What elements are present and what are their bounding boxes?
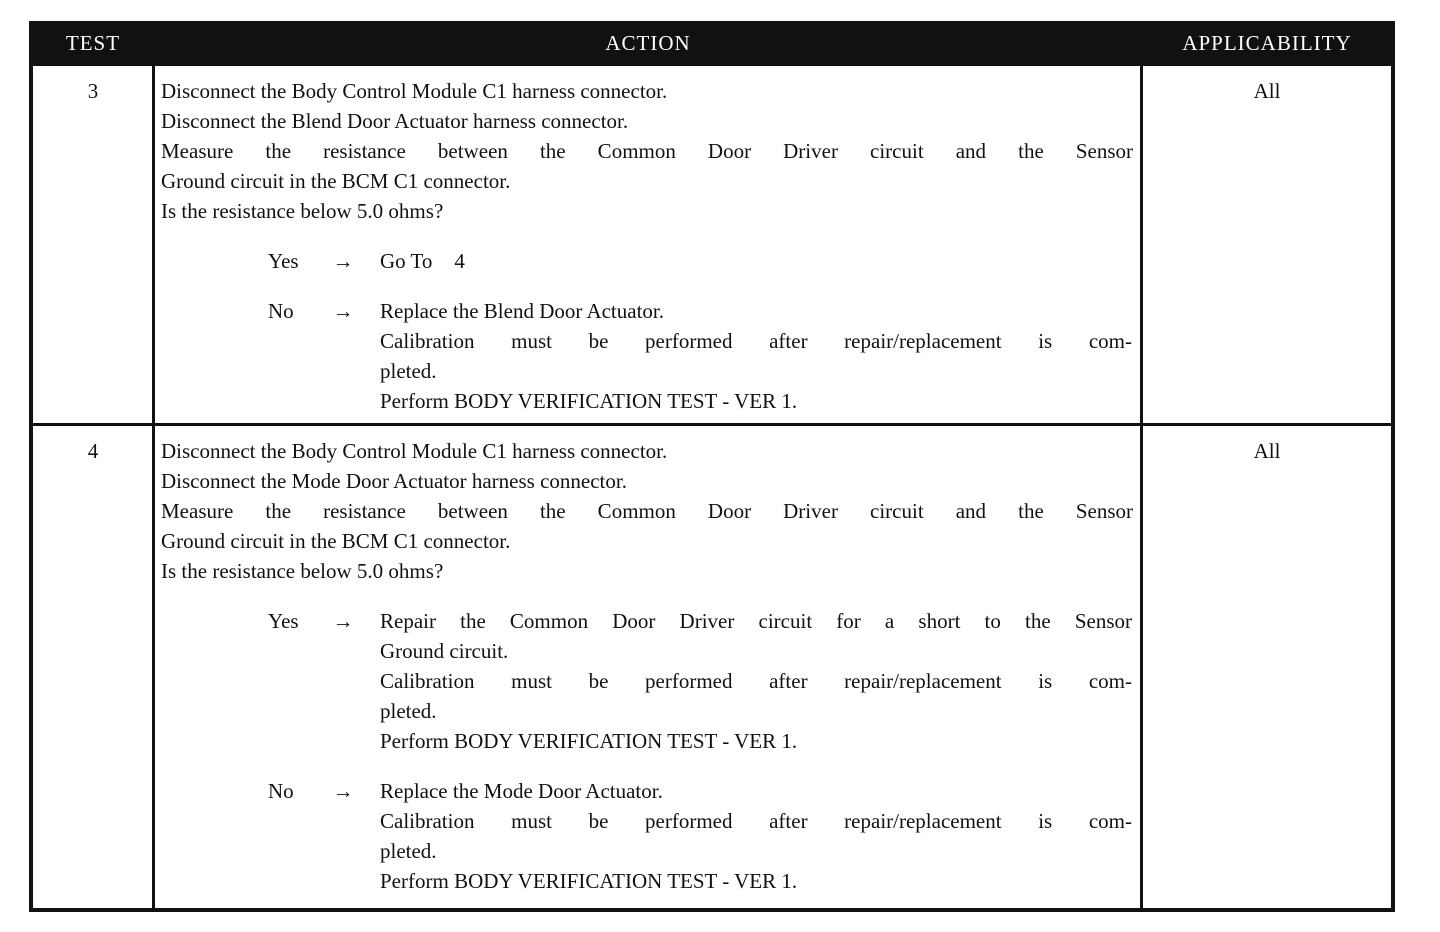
outcome-label: No bbox=[268, 299, 294, 323]
outcome-line: Calibration must be performed after repair/replacement is com- bbox=[380, 329, 1132, 353]
arrow-icon: → bbox=[332, 609, 354, 633]
arrow-icon: → bbox=[332, 299, 354, 323]
action-step: Measure the resistance between the Common Door Driver circuit and the Sensor bbox=[161, 499, 1133, 523]
outcome-line: Replace the Mode Door Actuator. bbox=[380, 779, 663, 803]
outcome-line: Calibration must be performed after repair/replacement is com- bbox=[380, 669, 1132, 693]
action-step: Ground circuit in the BCM C1 connector. bbox=[161, 169, 511, 193]
outcome-body bbox=[380, 606, 1132, 756]
arrow-icon: → bbox=[332, 779, 354, 803]
table-header bbox=[33, 23, 1391, 63]
outcome-line: Calibration must be performed after repair/replacement is com- bbox=[380, 809, 1132, 833]
outcome-label: No bbox=[268, 779, 294, 803]
action-cell bbox=[161, 76, 1133, 416]
action-step: Disconnect the Body Control Module C1 harness connector. bbox=[161, 439, 668, 463]
header-test: TEST bbox=[65, 31, 121, 55]
outcome-yes bbox=[268, 606, 1133, 756]
outcome-body bbox=[380, 776, 1132, 896]
header-applicability: APPLICABILITY bbox=[1182, 31, 1352, 55]
goto-text: Go To bbox=[380, 249, 433, 273]
table-row bbox=[33, 66, 1391, 423]
action-question: Is the resistance below 5.0 ohms? bbox=[161, 559, 444, 583]
action-question: Is the resistance below 5.0 ohms? bbox=[161, 199, 444, 223]
outcome-line: Perform BODY VERIFICATION TEST - VER 1. bbox=[380, 389, 798, 413]
arrow-icon: → bbox=[332, 249, 354, 273]
action-step: Disconnect the Mode Door Actuator harness connector. bbox=[161, 469, 627, 493]
outcome-no bbox=[268, 296, 1133, 416]
outcome-line: pleted. bbox=[380, 699, 437, 723]
outcome-label: Yes bbox=[268, 609, 299, 633]
action-step: Disconnect the Body Control Module C1 harness connector. bbox=[161, 79, 668, 103]
diagnostic-test-table bbox=[29, 21, 1395, 912]
outcome-body bbox=[380, 246, 1132, 276]
action-step: Ground circuit in the BCM C1 connector. bbox=[161, 529, 511, 553]
outcome-body bbox=[380, 296, 1132, 416]
goto-instruction bbox=[380, 246, 1132, 276]
outcome-line: Perform BODY VERIFICATION TEST - VER 1. bbox=[380, 729, 798, 753]
applicability-value: All bbox=[1253, 439, 1281, 463]
outcome-line: Replace the Blend Door Actuator. bbox=[380, 299, 665, 323]
applicability-value: All bbox=[1253, 79, 1281, 103]
outcome-line: pleted. bbox=[380, 839, 437, 863]
test-number: 4 bbox=[87, 439, 99, 463]
outcome-yes bbox=[268, 246, 1133, 276]
outcome-no bbox=[268, 776, 1133, 896]
action-step: Measure the resistance between the Common Door Driver circuit and the Sensor bbox=[161, 139, 1133, 163]
outcome-line: Ground circuit. bbox=[380, 639, 509, 663]
table-row bbox=[33, 426, 1391, 908]
outcome-line: pleted. bbox=[380, 359, 437, 383]
goto-value: 4 bbox=[454, 249, 465, 273]
outcome-line: Repair the Common Door Driver circuit for a short to the Sensor bbox=[380, 609, 1132, 633]
header-action: ACTION bbox=[605, 31, 691, 55]
test-number: 3 bbox=[87, 79, 99, 103]
outcome-line: Perform BODY VERIFICATION TEST - VER 1. bbox=[380, 869, 798, 893]
action-cell bbox=[161, 436, 1133, 896]
outcome-label: Yes bbox=[268, 249, 299, 273]
action-step: Disconnect the Blend Door Actuator harness connector. bbox=[161, 109, 629, 133]
